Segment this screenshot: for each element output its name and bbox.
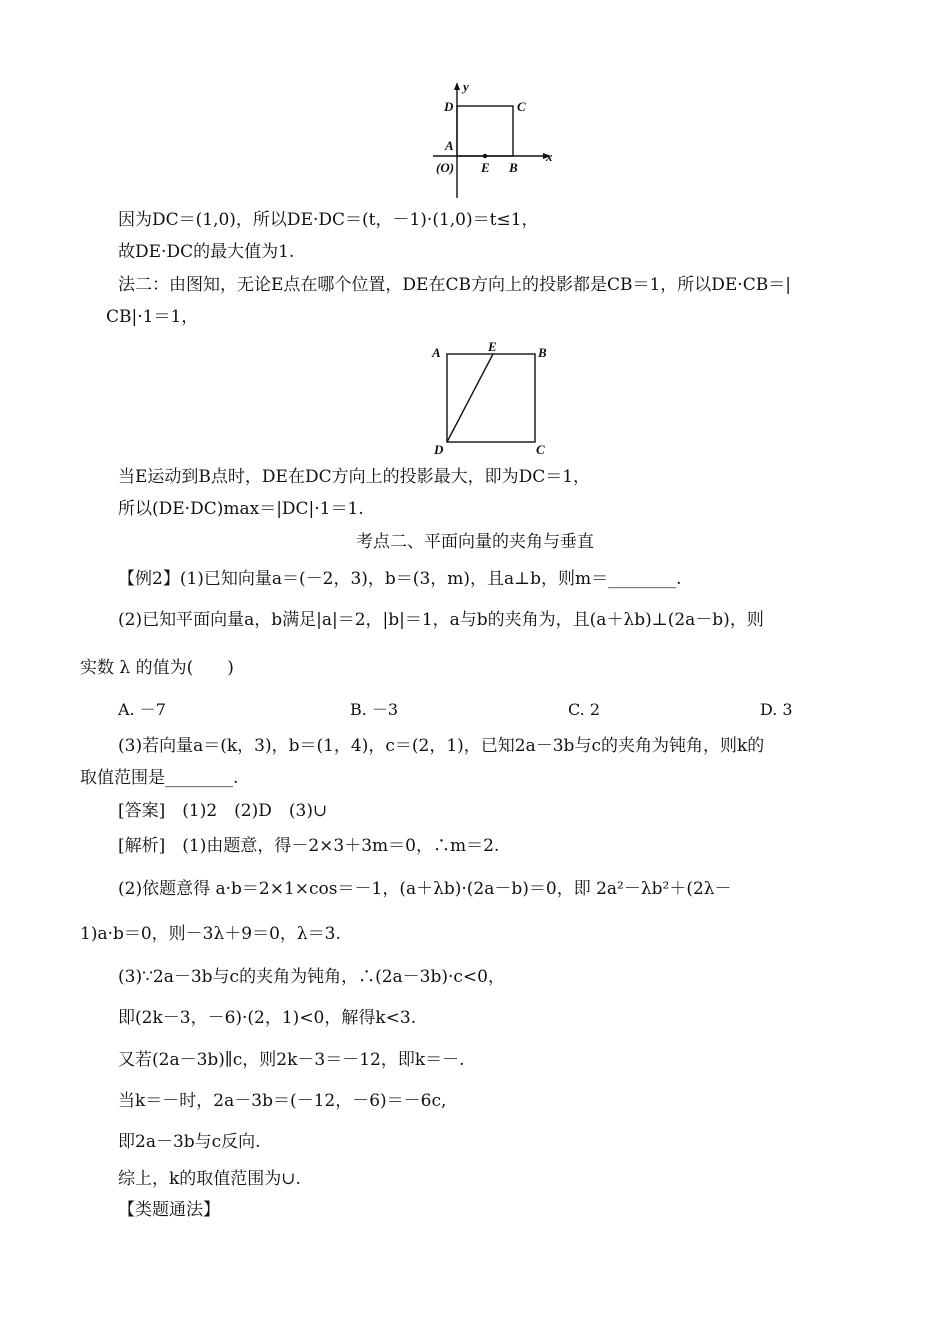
text-line-6: 所以(DE·DC)max＝|DC|·1＝1.	[118, 499, 364, 519]
segment-de	[447, 354, 493, 442]
text-line-5: 当E运动到B点时，DE在DC方向上的投影最大，即为DC＝1，	[118, 467, 591, 487]
solution-line-4: 即(2k－3，－6)·(2，1)<0，解得k<3.	[118, 1008, 417, 1028]
square-abcd	[457, 106, 513, 156]
section-tail-heading: 【类题通法】	[118, 1200, 220, 1220]
solution-line-7: 即2a－3b与c反向.	[118, 1132, 261, 1152]
label-e: E	[481, 160, 490, 175]
example-2-part-1: 【例2】(1)已知向量a＝(－2，3)，b＝(3，m)，且a⊥b，则m＝________.	[118, 569, 682, 589]
square-abcd-2	[447, 354, 535, 442]
label-y: y	[463, 80, 469, 94]
label-d2: D	[434, 442, 444, 457]
label-a2: A	[432, 345, 441, 360]
label-x: x	[546, 149, 553, 164]
label-e2: E	[488, 340, 497, 354]
text-line-2: 故DE·DC的最大值为1.	[118, 242, 295, 262]
solution-line-2: (2)依题意得 a·b＝2×1×cos＝－1，(a＋λb)·(2a－b)＝0，即 2a²－λb²＋(2λ－	[118, 879, 732, 899]
solution-line-6: 当k＝－时，2a－3b＝(－12，－6)＝－6c,	[118, 1091, 447, 1111]
solution-line-2-cont: 1)a·b＝0，则－3λ＋9＝0，λ＝3.	[80, 924, 341, 944]
example-2-part-2: (2)已知平面向量a，b满足|a|＝2，|b|＝1，a与b的夹角为，且(a＋λb)⊥(2a－b)，则	[118, 610, 764, 630]
example-2-part-2-cont: 实数 λ 的值为( )	[80, 658, 234, 678]
option-d: D. 3	[760, 700, 793, 719]
option-c: C. 2	[568, 700, 601, 719]
option-b: B. －3	[350, 700, 399, 719]
label-b2: B	[538, 345, 547, 360]
label-a: A	[445, 138, 454, 153]
solution-line-5: 又若(2a－3b)∥c，则2k－3＝－12，即k＝－.	[118, 1050, 465, 1070]
label-c: C	[517, 99, 526, 114]
answer-line: [答案] (1)2 (2)D (3)∪	[118, 801, 328, 821]
example-2-part-3-cont: 取值范围是________.	[80, 768, 239, 788]
example-2-part-3: (3)若向量a＝(k，3)，b＝(1，4)，c＝(2，1)，已知2a－3b与c的夹角为钝角，则k的	[118, 736, 765, 756]
text-line-1: 因为DC＝(1,0)，所以DE·DC＝(t，－1)·(1,0)＝t≤1，	[118, 210, 539, 230]
solution-line-3: (3)∵2a－3b与c的夹角为钝角，∴(2a－3b)·c<0，	[118, 967, 505, 987]
figure-square-de	[425, 340, 555, 460]
label-b: B	[509, 160, 518, 175]
section-heading: 考点二、平面向量的夹角与垂直	[356, 532, 594, 552]
figure-coordinate-square	[425, 80, 565, 200]
text-line-4: CB|·1＝1，	[106, 307, 199, 327]
label-c2: C	[536, 442, 545, 457]
text-line-3: 法二：由图知，无论E点在哪个位置，DE在CB方向上的投影都是CB＝1，所以DE·CB＝|	[118, 275, 791, 295]
point-e	[483, 154, 487, 158]
solution-line-8: 综上，k的取值范围为∪.	[118, 1169, 301, 1189]
label-d: D	[444, 99, 454, 114]
option-a: A. －7	[118, 700, 166, 719]
label-o: (O)	[436, 160, 455, 175]
solution-line-1: [解析] (1)由题意，得－2×3＋3m＝0，∴m＝2.	[118, 836, 500, 856]
y-axis-arrow	[454, 82, 460, 90]
